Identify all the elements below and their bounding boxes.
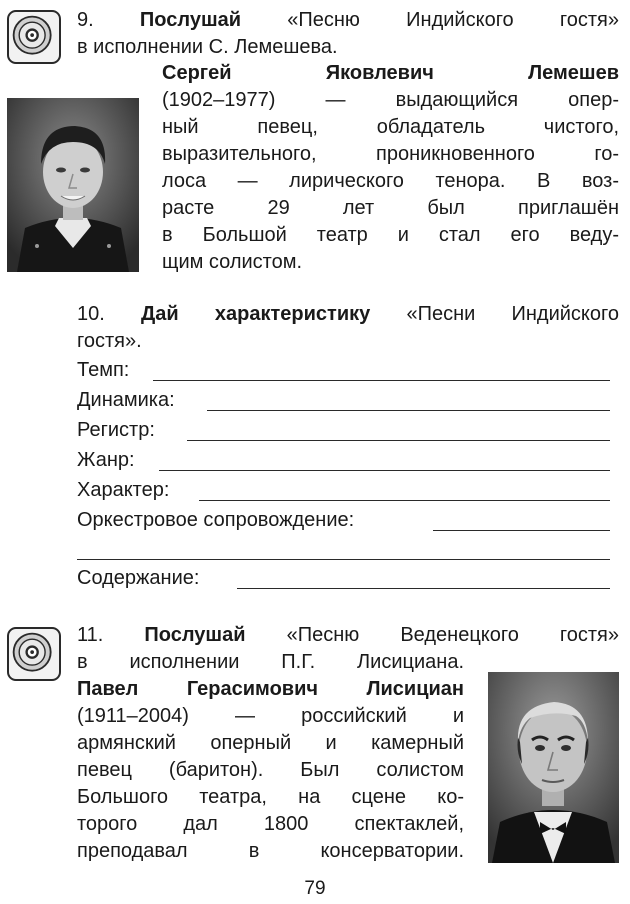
field-character [77, 477, 610, 503]
answer-line[interactable] [199, 500, 610, 501]
audio-cd-icon [9, 12, 59, 62]
answer-line[interactable] [187, 440, 610, 441]
task-11-number: 11. [77, 624, 104, 646]
task-9-number: 9. [77, 9, 94, 31]
task-11-cd-icon[interactable] [7, 627, 61, 681]
bio-line: в Большой театр и стал его веду- [162, 224, 619, 246]
answer-line[interactable] [207, 410, 610, 411]
task-10-title: «Песни Индийского [406, 303, 619, 325]
bio-line: лоса — лирического тенора. В воз- [162, 170, 619, 192]
task-10-line2: гостя». [77, 330, 142, 352]
field-label: Регистр: [77, 417, 159, 443]
bio-line: Большого театра, на сцене ко- [77, 786, 464, 808]
page-number: 79 [304, 878, 326, 899]
field-accompaniment [77, 507, 610, 533]
audio-cd-icon [9, 629, 59, 679]
answer-line[interactable] [77, 559, 610, 560]
answer-line[interactable] [237, 588, 610, 589]
answer-line[interactable] [159, 470, 610, 471]
task-9-heading [77, 7, 619, 33]
field-content [77, 565, 610, 591]
photo-lemeshev [7, 98, 139, 272]
portrait-lemeshev-image [7, 98, 139, 272]
photo-lisitsian [488, 672, 619, 863]
bio-line: армянский оперный и камерный [77, 732, 464, 754]
answer-line[interactable] [153, 380, 610, 381]
task-10-number: 10. [77, 303, 105, 325]
bio-line: преподавал в консерватории. [77, 840, 464, 862]
portrait-lisitsian-image [488, 672, 619, 863]
task-9-bio-name: Сергей Яковлевич Лемешев [162, 62, 619, 84]
field-label: Оркестровое сопровождение: [77, 507, 358, 533]
bio-line: выразительного, проникновенного го- [162, 143, 619, 165]
task-9-verb: Послушай [139, 9, 242, 31]
field-label: Содержание: [77, 565, 203, 591]
field-label: Динамика: [77, 387, 179, 413]
task-10-heading [77, 301, 619, 327]
field-label: Характер: [77, 477, 173, 503]
task-9-title: «Песню Индийского гостя» [287, 9, 619, 31]
task-11-title: «Песню Веденецкого гостя» [286, 624, 620, 646]
bio-line: щим солистом. [162, 251, 303, 273]
bio-line: (1902–1977) — выдающийся опер- [162, 89, 619, 111]
task-9-bio [162, 60, 619, 276]
bio-line: торого дал 1800 спектаклей, [77, 813, 464, 835]
answer-line[interactable] [433, 530, 610, 531]
field-register [77, 417, 610, 443]
task-10-verb: Дай характеристику [141, 303, 371, 325]
field-accompaniment-continued [77, 536, 610, 562]
field-label: Жанр: [77, 447, 139, 473]
task-9-line2: в исполнении С. Лемешева. [77, 36, 338, 58]
bio-line: певец (баритон). Был солистом [77, 759, 464, 781]
bio-line: (1911–2004) — российский и [77, 705, 464, 727]
bio-line: ный певец, обладатель чистого, [162, 116, 619, 138]
task-11-verb: Послушай [144, 624, 246, 646]
task-11-bio-name: Павел Герасимович Лисициан [77, 678, 464, 700]
field-label: Темп: [77, 357, 133, 383]
task-9-cd-icon[interactable] [7, 10, 61, 64]
task-11-bio [77, 676, 464, 865]
task-11-line2 [77, 649, 464, 675]
field-tempo [77, 357, 610, 383]
bio-line: расте 29 лет был приглашён [162, 197, 619, 219]
field-dynamics [77, 387, 610, 413]
field-genre [77, 447, 610, 473]
task-11-heading [77, 622, 619, 648]
task-11-line2-text: в исполнении П.Г. Лисициана. [77, 651, 464, 673]
